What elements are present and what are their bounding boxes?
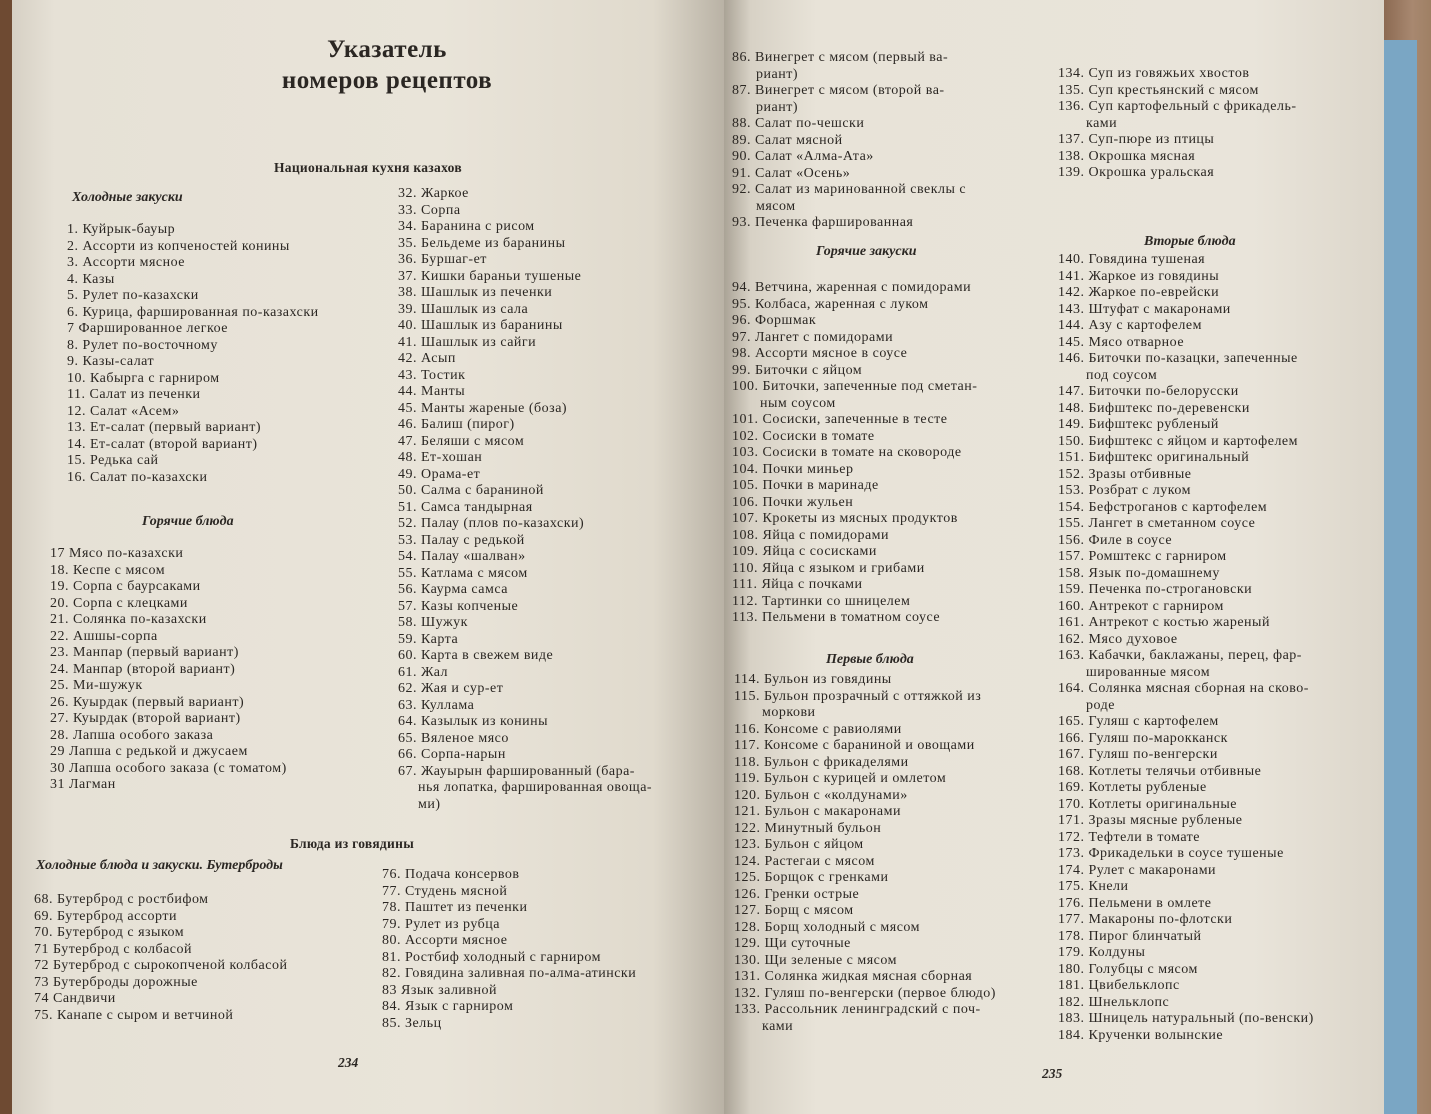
recipe-index-entry: 10. Кабырга с гарниром xyxy=(67,370,220,386)
recipe-index-entry: 171. Зразы мясные рубленые xyxy=(1058,813,1243,828)
recipe-index-entry: 82. Говядина заливная по-алма-атински xyxy=(382,966,637,981)
recipe-index-entry: 88. Салат по-чешски xyxy=(732,116,865,131)
recipe-index-entry: 137. Суп-пюре из птицы xyxy=(1058,132,1215,147)
list-soups xyxy=(1058,66,1334,182)
recipe-index-entry: 158. Язык по-домашнему xyxy=(1058,565,1220,581)
subheading-cold-snacks: Холодные закуски xyxy=(72,190,183,205)
recipe-index-entry: 121. Бульон с макаронами xyxy=(734,804,901,819)
recipe-index-entry: 115. Бульон прозрачный с оттяжкой из моркови xyxy=(734,688,982,720)
recipe-index-entry: 86. Винегрет с мясом (первый ва- риант) xyxy=(732,50,949,82)
recipe-index-entry: 46. Балиш (пирог) xyxy=(398,417,515,432)
recipe-index-entry: 112. Тартинки со шницелем xyxy=(732,593,911,609)
recipe-index-entry: 133. Рассольник ленинградский с поч- ками xyxy=(734,1002,981,1034)
recipe-index-entry: 58. Шужук xyxy=(398,615,468,630)
recipe-index-entry: 119. Бульон с курицей и омлетом xyxy=(734,771,947,786)
recipe-index-entry: 26. Куырдак (первый вариант) xyxy=(50,694,245,710)
recipe-index-entry: 17 Мясо по-казахски xyxy=(50,546,184,561)
subheading-cold-sandwiches: Холодные блюда и закуски. Бутерброды xyxy=(36,858,283,873)
recipe-index-entry: 25. Ми-шужук xyxy=(50,678,143,693)
recipe-index-entry: 180. Голубцы с мясом xyxy=(1058,961,1198,977)
recipe-index-entry: 178. Пирог блинчатый xyxy=(1058,928,1202,944)
recipe-index-entry: 159. Печенка по-строгановски xyxy=(1058,582,1253,597)
subheading-hot-snacks: Горячие закуски xyxy=(816,244,917,259)
list-salads xyxy=(732,50,1022,232)
recipe-index-entry: 161. Антрекот с костью жареный xyxy=(1058,615,1270,630)
recipe-index-entry: 166. Гуляш по-марокканск xyxy=(1058,730,1228,746)
recipe-index-entry: 12. Салат «Асем» xyxy=(67,403,180,419)
recipe-index-entry: 44. Манты xyxy=(398,384,466,399)
recipe-index-entry: 81. Ростбиф холодный с гарниром xyxy=(382,949,601,965)
recipe-index-entry: 4. Казы xyxy=(67,271,115,287)
recipe-index-entry: 91. Салат «Осень» xyxy=(732,165,851,181)
title-line-2: номеров рецептов xyxy=(281,67,493,94)
recipe-index-entry: 182. Шнельклопс xyxy=(1058,994,1170,1010)
recipe-index-entry: 8. Рулет по-восточному xyxy=(67,337,218,353)
recipe-index-entry: 51. Самса тандырная xyxy=(398,499,533,515)
recipe-index-entry: 144. Азу с картофелем xyxy=(1058,318,1202,333)
recipe-index-entry: 72 Бутерброд с сырокопченой колбасой xyxy=(34,958,288,973)
recipe-index-entry: 95. Колбаса, жаренная с луком xyxy=(732,296,929,312)
recipe-index-entry: 107. Крокеты из мясных продуктов xyxy=(732,511,958,526)
recipe-index-entry: 74 Сандвичи xyxy=(34,991,116,1006)
recipe-index-entry: 23. Манпар (первый вариант) xyxy=(50,645,239,660)
recipe-index-entry: 52. Палау (плов по-казахски) xyxy=(398,516,585,531)
recipe-index-entry: 104. Почки миньер xyxy=(732,461,854,477)
recipe-index-entry: 73 Бутерброды дорожные xyxy=(34,974,198,990)
recipe-index-entry: 131. Солянка жидкая мясная сборная xyxy=(734,969,973,984)
recipe-index-entry: 31 Лагман xyxy=(50,777,116,792)
recipe-index-entry: 163. Кабачки, баклажаны, перец, фар- шированные мясом xyxy=(1058,648,1302,680)
recipe-index-entry: 75. Канапе с сыром и ветчиной xyxy=(34,1007,234,1023)
recipe-index-entry: 151. Бифштекс оригинальный xyxy=(1058,450,1250,465)
recipe-index-entry: 45. Манты жареные (боза) xyxy=(398,400,568,416)
recipe-index-entry: 79. Рулет из рубца xyxy=(382,916,500,932)
list-second-courses xyxy=(1058,252,1348,1044)
recipe-index-entry: 134. Суп из говяжьих хвостов xyxy=(1058,66,1250,81)
recipe-index-entry: 50. Салма с бараниной xyxy=(398,483,544,498)
recipe-index-entry: 154. Бефстроганов с картофелем xyxy=(1058,499,1268,515)
recipe-index-entry: 30 Лапша особого заказа (с томатом) xyxy=(50,760,287,776)
recipe-index-entry: 77. Студень мясной xyxy=(382,883,508,899)
recipe-index-entry: 38. Шашлык из печенки xyxy=(398,285,553,300)
recipe-index-entry: 94. Ветчина, жаренная с помидорами xyxy=(732,280,972,295)
recipe-index-entry: 153. Розбрат с луком xyxy=(1058,483,1191,498)
recipe-index-entry: 152. Зразы отбивные xyxy=(1058,466,1192,482)
recipe-index-entry: 67. Жауырын фаршированный (бара- нья лопатка, фаршированная овоща- ми) xyxy=(398,763,653,812)
recipe-index-entry: 125. Борщок с гренками xyxy=(734,870,889,885)
subheading-first-courses: Первые блюда xyxy=(826,652,914,667)
page-title xyxy=(242,34,532,96)
recipe-index-entry: 129. Щи суточные xyxy=(734,936,851,951)
recipe-index-entry: 65. Вяленое мясо xyxy=(398,730,509,746)
recipe-index-entry: 40. Шашлык из баранины xyxy=(398,318,563,333)
recipe-index-entry: 138. Окрошка мясная xyxy=(1058,148,1196,164)
list-hot-dishes xyxy=(50,546,390,794)
recipe-index-entry: 181. Цвибельклопс xyxy=(1058,978,1180,993)
recipe-index-entry: 47. Беляши с мясом xyxy=(398,433,525,449)
recipe-index-entry: 160. Антрекот с гарниром xyxy=(1058,598,1224,614)
recipe-index-entry: 19. Сорпа с баурсаками xyxy=(50,579,201,594)
recipe-index-entry: 156. Филе в соусе xyxy=(1058,532,1173,548)
recipe-index-entry: 111. Яйца с почками xyxy=(732,577,863,592)
recipe-index-entry: 42. Асып xyxy=(398,351,456,366)
recipe-index-entry: 135. Суп крестьянский с мясом xyxy=(1058,82,1259,98)
recipe-index-entry: 172. Тефтели в томате xyxy=(1058,829,1201,845)
recipe-index-entry: 118. Бульон с фрикаделями xyxy=(734,754,909,770)
recipe-index-entry: 101. Сосиски, запеченные в тесте xyxy=(732,412,948,427)
recipe-index-entry: 114. Бульон из говядины xyxy=(734,672,892,687)
recipe-index-entry: 164. Солянка мясная сборная на сково- роде xyxy=(1058,681,1309,713)
recipe-index-entry: 39. Шашлык из сала xyxy=(398,301,529,317)
recipe-index-entry: 174. Рулет с макаронами xyxy=(1058,862,1217,878)
right-page xyxy=(724,0,1384,1114)
recipe-index-entry: 132. Гуляш по-венгерски (первое блюдо) xyxy=(734,985,996,1001)
recipe-index-entry: 2. Ассорти из копченостей конины xyxy=(67,238,290,254)
recipe-index-entry: 168. Котлеты телячьи отбивные xyxy=(1058,763,1262,779)
recipe-index-entry: 76. Подача консервов xyxy=(382,867,520,882)
recipe-index-entry: 80. Ассорти мясное xyxy=(382,933,508,948)
recipe-index-entry: 179. Колдуны xyxy=(1058,945,1146,960)
recipe-index-entry: 123. Бульон с яйцом xyxy=(734,837,864,852)
recipe-index-entry: 183. Шницель натуральный (по-венски) xyxy=(1058,1011,1314,1026)
recipe-index-entry: 100. Биточки, запеченные под сметан- ным соусом xyxy=(732,379,978,411)
subheading-hot-dishes: Горячие блюда xyxy=(142,514,234,529)
recipe-index-entry: 57. Казы копченые xyxy=(398,598,519,614)
recipe-index-entry: 89. Салат мясной xyxy=(732,132,843,148)
recipe-index-entry: 176. Пельмени в омлете xyxy=(1058,895,1212,911)
recipe-index-entry: 32. Жаркое xyxy=(398,186,469,201)
recipe-index-entry: 148. Бифштекс по-деревенски xyxy=(1058,400,1250,416)
recipe-index-entry: 105. Почки в маринаде xyxy=(732,478,879,493)
recipe-index-entry: 98. Ассорти мясное в соусе xyxy=(732,346,908,361)
recipe-index-entry: 70. Бутерброд с языком xyxy=(34,925,185,940)
recipe-index-entry: 143. Штуфат с макаронами xyxy=(1058,301,1231,317)
recipe-index-entry: 146. Биточки по-казацки, запеченные под соусом xyxy=(1058,351,1298,383)
recipe-index-entry: 22. Ашшы-сорпа xyxy=(50,628,158,644)
list-sandwiches xyxy=(34,892,384,1024)
recipe-index-entry: 84. Язык с гарниром xyxy=(382,999,514,1014)
recipe-index-entry: 29 Лапша с редькой и джусаем xyxy=(50,744,248,759)
recipe-index-entry: 165. Гуляш с картофелем xyxy=(1058,714,1219,729)
recipe-index-entry: 69. Бутерброд ассорти xyxy=(34,908,177,924)
recipe-index-entry: 68. Бутерброд с ростбифом xyxy=(34,892,209,907)
recipe-index-entry: 145. Мясо отварное xyxy=(1058,334,1185,350)
recipe-index-entry: 15. Редька сай xyxy=(67,453,159,468)
recipe-index-entry: 162. Мясо духовое xyxy=(1058,631,1178,647)
recipe-index-entry: 92. Салат из маринованной свеклы с мясом xyxy=(732,182,967,214)
recipe-index-entry: 53. Палау с редькой xyxy=(398,532,525,548)
recipe-index-entry: 102. Сосиски в томате xyxy=(732,428,875,444)
recipe-index-entry: 106. Почки жульен xyxy=(732,494,854,510)
recipe-index-entry: 109. Яйца с сосисками xyxy=(732,544,877,559)
recipe-index-entry: 1. Куйрык-бауыр xyxy=(67,222,176,237)
recipe-index-entry: 18. Кеспе с мясом xyxy=(50,562,166,578)
recipe-index-entry: 41. Шашлык из сайги xyxy=(398,334,537,350)
recipe-index-entry: 16. Салат по-казахски xyxy=(67,469,208,485)
recipe-index-entry: 116. Консоме с равиолями xyxy=(734,721,902,737)
recipe-index-entry: 48. Ет-хошан xyxy=(398,450,483,465)
recipe-index-entry: 124. Растегаи с мясом xyxy=(734,853,875,869)
recipe-index-entry: 62. Жая и сур-ет xyxy=(398,681,504,696)
recipe-index-entry: 139. Окрошка уральская xyxy=(1058,165,1215,180)
recipe-index-entry: 110. Яйца с языком и грибами xyxy=(732,560,925,576)
recipe-index-entry: 87. Винегрет с мясом (второй ва- риант) xyxy=(732,83,945,115)
recipe-index-entry: 59. Карта xyxy=(398,631,459,647)
recipe-index-entry: 169. Котлеты рубленые xyxy=(1058,780,1207,795)
recipe-index-entry: 155. Лангет в сметанном соусе xyxy=(1058,516,1256,531)
section-heading-beef: Блюда из говядины xyxy=(290,836,415,851)
recipe-index-entry: 177. Макароны по-флотски xyxy=(1058,912,1233,927)
recipe-index-entry: 130. Щи зеленые с мясом xyxy=(734,952,897,968)
recipe-index-entry: 126. Гренки острые xyxy=(734,886,860,902)
recipe-index-entry: 97. Лангет с помидорами xyxy=(732,329,894,345)
book-cover-blue-board xyxy=(1384,40,1417,1114)
list-hot-snacks xyxy=(732,280,1032,627)
list-cold-snacks xyxy=(67,222,397,486)
recipe-index-entry: 3. Ассорти мясное xyxy=(67,255,186,270)
recipe-index-entry: 9. Казы-салат xyxy=(67,354,155,369)
recipe-index-entry: 7 Фаршированное легкое xyxy=(67,321,228,336)
recipe-index-entry: 167. Гуляш по-венгерски xyxy=(1058,747,1218,762)
recipe-index-entry: 24. Манпар (второй вариант) xyxy=(50,661,236,677)
recipe-index-entry: 127. Борщ с мясом xyxy=(734,903,854,918)
recipe-index-entry: 63. Куллама xyxy=(398,697,475,713)
recipe-index-entry: 34. Баранина с рисом xyxy=(398,219,535,234)
recipe-index-entry: 108. Яйца с помидорами xyxy=(732,527,890,543)
recipe-index-entry: 142. Жаркое по-еврейски xyxy=(1058,285,1220,300)
recipe-index-entry: 60. Карта в свежем виде xyxy=(398,648,554,663)
recipe-index-entry: 28. Лапша особого заказа xyxy=(50,727,214,743)
list-kazakh-continued xyxy=(398,186,698,813)
recipe-index-entry: 96. Форшмак xyxy=(732,313,817,328)
recipe-index-entry: 136. Суп картофельный с фрикадель- ками xyxy=(1058,99,1297,131)
recipe-index-entry: 141. Жаркое из говядины xyxy=(1058,268,1220,284)
recipe-index-entry: 66. Сорпа-нарын xyxy=(398,747,506,762)
recipe-index-entry: 149. Бифштекс рубленый xyxy=(1058,417,1219,432)
recipe-index-entry: 117. Консоме с бараниной и овощами xyxy=(734,738,975,753)
left-page xyxy=(12,0,724,1114)
recipe-index-entry: 61. Жал xyxy=(398,664,449,680)
recipe-index-entry: 14. Ет-салат (второй вариант) xyxy=(67,436,258,452)
recipe-index-entry: 83 Язык заливной xyxy=(382,982,498,998)
recipe-index-entry: 128. Борщ холодный с мясом xyxy=(734,919,921,935)
recipe-index-entry: 184. Крученки волынские xyxy=(1058,1027,1224,1043)
recipe-index-entry: 99. Биточки с яйцом xyxy=(732,362,863,378)
recipe-index-entry: 78. Паштет из печенки xyxy=(382,900,528,915)
recipe-index-entry: 43. Тостик xyxy=(398,367,466,383)
recipe-index-entry: 21. Солянка по-казахски xyxy=(50,612,207,627)
recipe-index-entry: 122. Минутный бульон xyxy=(734,820,882,836)
page-number-left: 234 xyxy=(338,1055,359,1070)
recipe-index-entry: 56. Каурма самса xyxy=(398,582,508,597)
recipe-index-entry: 6. Курица, фаршированная по-казахски xyxy=(67,304,319,320)
list-cold-beef xyxy=(382,867,702,1032)
recipe-index-entry: 35. Бельдеме из баранины xyxy=(398,235,566,251)
recipe-index-entry: 175. Кнели xyxy=(1058,879,1129,894)
recipe-index-entry: 20. Сорпа с клецками xyxy=(50,595,188,611)
recipe-index-entry: 90. Салат «Алма-Ата» xyxy=(732,149,874,164)
recipe-index-entry: 55. Катлама с мясом xyxy=(398,565,528,581)
recipe-index-entry: 71 Бутерброд с колбасой xyxy=(34,941,193,957)
recipe-index-entry: 150. Бифштекс с яйцом и картофелем xyxy=(1058,433,1299,449)
recipe-index-entry: 37. Кишки бараньи тушеные xyxy=(398,268,582,284)
recipe-index-entry: 64. Казылык из конины xyxy=(398,714,548,729)
recipe-index-entry: 11. Салат из печенки xyxy=(67,387,201,402)
recipe-index-entry: 170. Котлеты оригинальные xyxy=(1058,796,1237,812)
title-line-1: Указатель xyxy=(327,36,447,63)
recipe-index-entry: 49. Орама-ет xyxy=(398,466,481,482)
recipe-index-entry: 173. Фрикадельки в соусе тушеные xyxy=(1058,846,1284,861)
recipe-index-entry: 5. Рулет по-казахски xyxy=(67,288,199,303)
recipe-index-entry: 113. Пельмени в томатном соусе xyxy=(732,610,941,625)
recipe-index-entry: 54. Палау «шалван» xyxy=(398,549,526,564)
recipe-index-entry: 157. Ромштекс с гарниром xyxy=(1058,549,1227,564)
recipe-index-entry: 33. Сорпа xyxy=(398,202,461,218)
recipe-index-entry: 140. Говядина тушеная xyxy=(1058,252,1206,267)
recipe-index-entry: 13. Ет-салат (первый вариант) xyxy=(67,420,262,435)
recipe-index-entry: 36. Буршаг-ет xyxy=(398,252,487,267)
page-number-right: 235 xyxy=(1042,1066,1063,1081)
section-heading-kazakh: Национальная кухня казахов xyxy=(274,160,462,175)
recipe-index-entry: 120. Бульон с «колдунами» xyxy=(734,787,908,803)
recipe-index-entry: 93. Печенка фаршированная xyxy=(732,215,914,230)
list-first-courses xyxy=(734,672,1044,1035)
recipe-index-entry: 27. Куырдак (второй вариант) xyxy=(50,711,241,726)
recipe-index-entry: 147. Биточки по-белорусски xyxy=(1058,384,1239,399)
subheading-second-courses: Вторые блюда xyxy=(1144,234,1236,249)
recipe-index-entry: 103. Сосиски в томате на сковороде xyxy=(732,445,962,460)
recipe-index-entry: 85. Зельц xyxy=(382,1015,442,1031)
